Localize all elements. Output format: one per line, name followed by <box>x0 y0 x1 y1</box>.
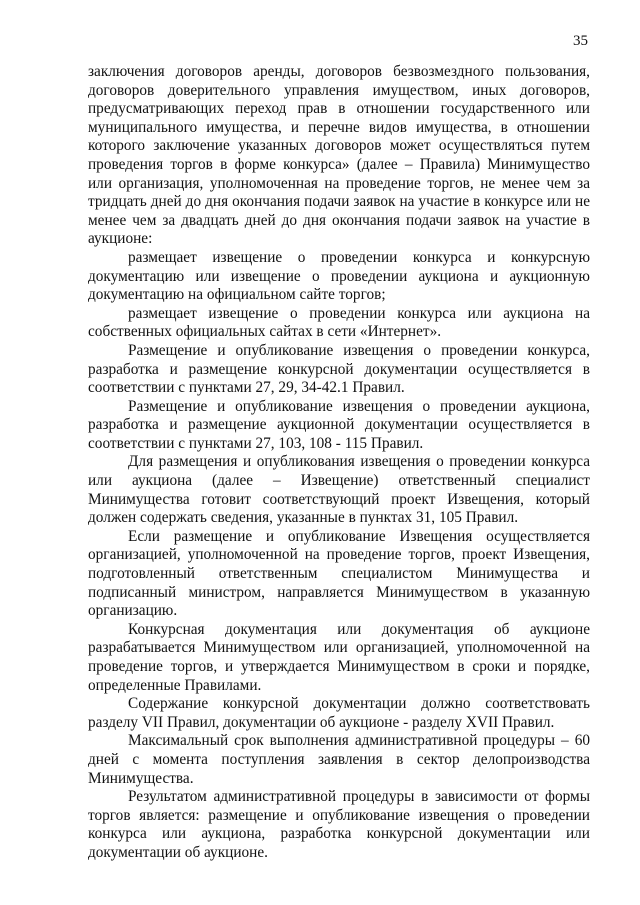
paragraph-max-term: Максимальный срок выполнения административной процедуры – 60 дней с момента поступления заявления в сектор делопроизводства Минимущества. <box>88 732 590 787</box>
paragraph-internet-sites: размещает извещение о проведении конкурса или аукциона на собственных официальных сайтах в сети «Интернет». <box>88 304 590 341</box>
paragraph-docs-development: Конкурсная документация или документация об аукционе разрабатывается Минимуществом или организацией, уполномоченной на проведение торгов, и утверждается Минимуществом в сроки и порядке, определенные Правилами. <box>88 620 590 694</box>
paragraph-organization-case: Если размещение и опубликование Извещения осуществляется организацией, уполномоченной на проведение торгов, проект Извещения, подготовленный ответственным специалистом Минимущества и подписанный министром, направляется Минимуществом в указанную организацию. <box>88 527 590 620</box>
paragraph-intro: заключения договоров аренды, договоров безвозмездного пользования, договоров доверительного управления имуществом, иных договоров, предусматривающих переход прав в отношении государственного или муниципального имущества, и перечне видов имущества, в отношении которого заключение указанных договоров может осуществляться путем проведения торгов в форме конкурса» (далее – Правила) Минимущество или организация, уполномоченная на проведение торгов, не менее чем за тридцать дней до дня окончания подачи заявок на участие в конкурсе или не менее чем за двадцать дней до дня окончания подачи заявок на участие в аукционе: <box>88 63 590 248</box>
page-number: 35 <box>573 33 588 49</box>
paragraph-notice-draft: Для размещения и опубликования извещения о проведении конкурса или аукциона (далее – Извещение) ответственный специалист Минимущества готовит соответствующий проект Извещения, который должен содержать сведения, указанные в пунктах 31, 105 Правил. <box>88 453 590 527</box>
paragraph-result: Результатом административной процедуры в зависимости от формы торгов является: размещение и опубликование извещения о проведении конкурса или аукциона, разработка конкурсной документации или документации об аукционе. <box>88 788 590 861</box>
paragraph-contest-docs: Размещение и опубликование извещения о проведении конкурса, разработка и размещение конкурсной документации осуществляется в соответствии с пунктами 27, 29, 34-42.1 Правил. <box>88 341 590 397</box>
paragraph-auction-docs: Размещение и опубликование извещения о проведении аукциона, разработка и размещение аукционной документации осуществляется в соответствии с пунктами 27, 103, 108 - 115 Правил. <box>88 397 590 452</box>
paragraph-official-site: размещает извещение о проведении конкурса и конкурсную документацию или извещение о проведении аукциона и аукционную документацию на официальном сайте торгов; <box>88 248 590 304</box>
body-text <box>88 63 590 863</box>
paragraph-docs-content: Содержание конкурсной документации должно соответствовать разделу VII Правил, документации об аукционе - разделу XVII Правил. <box>88 695 590 731</box>
